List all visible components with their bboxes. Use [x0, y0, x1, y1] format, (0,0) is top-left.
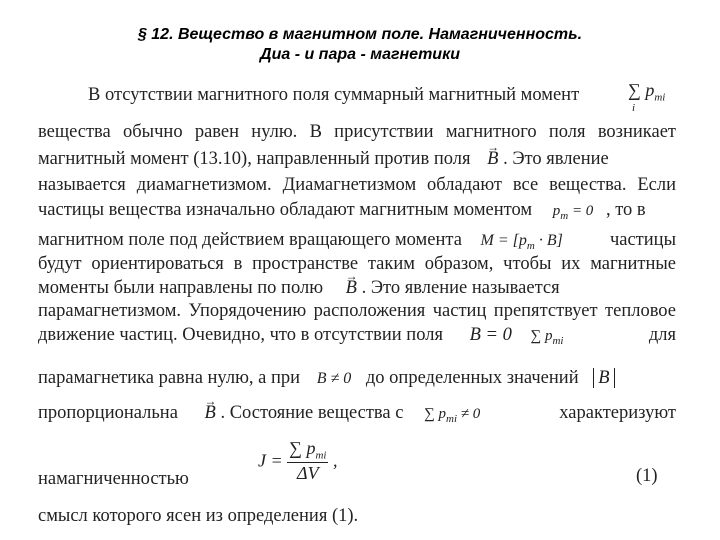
- vector-B: → B: [346, 277, 357, 299]
- text-segment: моменты были направлены по полю: [38, 278, 324, 298]
- text-segment: магнитный момент (13.10), направленный против поля: [38, 149, 471, 169]
- fraction-numerator: [287, 438, 328, 463]
- formula-B-neq-0: B ≠ 0: [316, 370, 352, 387]
- text-segment: . Это явление называется: [361, 278, 560, 298]
- title-line-1: § 12. Вещество в магнитном поле. Намагниченность.: [137, 26, 583, 43]
- text-line-2: вещества обычно равен нулю. В присутствии магнитного поля возникает: [38, 122, 676, 142]
- formula-comma: ,: [332, 450, 338, 471]
- text-line-4: называется диамагнетизмом. Диамагнетизмом обладают все вещества. Если: [38, 175, 676, 195]
- text-segment: до определенных значений: [365, 368, 579, 388]
- formula-torque: [480, 232, 563, 253]
- formula-B-eq-0: B = 0: [469, 325, 512, 345]
- formula-index: i: [632, 102, 636, 114]
- text-segment: частицы: [609, 230, 676, 250]
- text-line-14: смысл которого ясен из определения (1).: [38, 506, 359, 526]
- formula-text: p: [552, 203, 561, 219]
- formula-sum-pmi-eq-0: [424, 406, 481, 425]
- formula-sum-pmi-2: [530, 328, 564, 347]
- text-line-9: парамагнетизмом. Упорядочению расположения частиц препятствует тепловое: [38, 301, 676, 321]
- formula-text: ∑ p: [530, 328, 553, 344]
- text-segment: магнитном поле под действием вращающего момента: [38, 230, 462, 250]
- formula-pm-eq-0: [552, 203, 594, 222]
- formula-magnetization: [258, 438, 337, 484]
- formula-abs-B: B: [593, 368, 614, 388]
- text-line-7: будут ориентироваться в пространстве таким образом, чтобы их магнитные: [38, 254, 676, 274]
- formula-text: ∑ p: [289, 438, 316, 458]
- vector-B: → B: [487, 148, 498, 170]
- text-line-1: [88, 84, 608, 106]
- vector-B: → B: [205, 402, 216, 424]
- text-segment: частицы вещества изначально обладают магнитным моментом: [38, 200, 533, 220]
- text-segment: движение частиц. Очевидно, что в отсутствии поля: [38, 325, 443, 345]
- text-segment: парамагнетика равна нулю, а при: [38, 368, 301, 388]
- formula-text: · B]: [534, 232, 563, 249]
- formula-subscript: mi: [315, 449, 327, 462]
- text-segment: пропорциональна: [38, 403, 178, 423]
- formula-subscript: mi: [654, 91, 666, 104]
- formula-subscript: mi: [446, 413, 458, 425]
- title-line-2: Диа - и пара - магнетики: [260, 46, 460, 63]
- fraction-denominator: ΔV: [297, 462, 319, 483]
- formula-text: J =: [258, 450, 283, 471]
- formula-subscript: mi: [552, 335, 564, 347]
- text-segment: для: [648, 325, 676, 345]
- equation-number: (1): [636, 466, 658, 486]
- text-segment: характеризуют: [559, 403, 676, 423]
- formula-text: M = [p: [480, 232, 527, 249]
- text-line-11: [38, 367, 676, 390]
- text-line-3: [38, 148, 676, 170]
- formula-subscript: m: [560, 210, 569, 222]
- text-line-5: [38, 199, 676, 227]
- formula-sum-pmi: [628, 80, 666, 114]
- formula-text: = 0: [568, 203, 594, 219]
- formula-text: ∑ p: [628, 80, 655, 100]
- text-line-8: [38, 277, 676, 299]
- text-line-10: [38, 324, 676, 352]
- text-segment: В отсутствии магнитного поля суммарный магнитный момент: [88, 85, 580, 105]
- formula-subscript: m: [526, 240, 535, 253]
- text-line-13: намагниченностью: [38, 469, 189, 489]
- text-segment: , то в: [605, 200, 646, 220]
- formula-fraction: [287, 438, 328, 484]
- text-segment: . Это явление: [503, 149, 609, 169]
- text-line-12: [38, 402, 676, 430]
- text-segment: . Состояние вещества с: [220, 403, 404, 423]
- formula-text: ∑ p: [424, 406, 447, 422]
- formula-text: ≠ 0: [457, 406, 481, 422]
